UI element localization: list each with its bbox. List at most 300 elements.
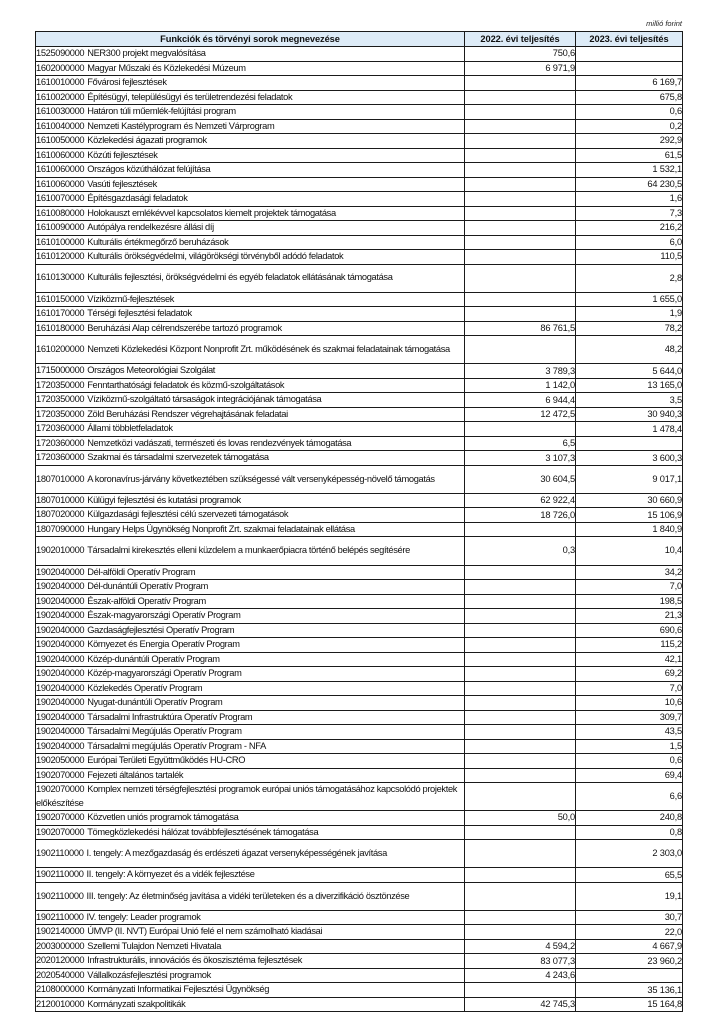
row-code: 2020540000 — [36, 969, 85, 980]
value-2022: 4 594,2 — [465, 939, 576, 954]
row-name: Szakmai és társadalmi szervezetek támogatása — [87, 452, 269, 463]
row-name: Térségi fejlesztési feladatok — [87, 308, 192, 319]
row-name: Közép-dunántúli Operatív Program — [87, 653, 220, 664]
row-code: 1720350000 — [36, 379, 85, 390]
table-row — [36, 47, 683, 62]
row-code: 1902040000 — [36, 668, 85, 678]
row-name: IV. tengely: Leader programok — [86, 911, 201, 922]
row-code: 1902040000 — [36, 624, 85, 635]
value-2023: 1,9 — [576, 307, 683, 322]
table-row — [36, 221, 683, 236]
value-2022 — [465, 623, 576, 638]
row-label — [36, 768, 465, 783]
value-2023: 1,6 — [576, 192, 683, 207]
value-2022 — [465, 105, 576, 120]
row-label — [36, 192, 465, 207]
table-row — [36, 61, 683, 76]
table-row — [36, 493, 683, 508]
table-row — [36, 134, 683, 149]
table-row — [36, 825, 683, 840]
table-row — [36, 939, 683, 954]
table-row — [36, 667, 683, 682]
row-code: 1902040000 — [36, 610, 85, 620]
row-code: 1902010000 — [36, 545, 85, 556]
table-row — [36, 163, 683, 178]
row-code: 1610070000 — [36, 193, 85, 203]
row-name: I. tengely: A mezőgazdaság és erdészeti ágazat versenyképességének javítása — [86, 847, 387, 858]
value-2022 — [465, 983, 576, 998]
value-2022: 3 789,3 — [465, 364, 576, 379]
row-label — [36, 811, 465, 826]
row-code: 1902040000 — [36, 639, 85, 649]
row-name: Dél-dunántúli Operatív Program — [87, 581, 208, 591]
row-name: Kulturális fejlesztési, örökségvédelmi és egyéb feladatok ellátásának támogatása — [87, 272, 393, 283]
value-2022 — [465, 609, 576, 624]
value-2023: 15 106,9 — [576, 508, 683, 523]
table-row — [36, 522, 683, 537]
table-header — [36, 32, 683, 47]
table-row — [36, 954, 683, 969]
row-label — [36, 264, 465, 292]
row-label — [36, 882, 465, 910]
row-name: Beruházási Alap célrendszerébe tartozó programok — [87, 322, 282, 333]
value-2022 — [465, 710, 576, 725]
value-2022: 12 472,5 — [465, 407, 576, 422]
row-label — [36, 422, 465, 437]
value-2023: 7,0 — [576, 681, 683, 696]
row-name: Közlekedés Operatív Program — [87, 682, 203, 693]
table-row — [36, 968, 683, 983]
row-code: 1902040000 — [36, 726, 85, 736]
value-2023: 4 667,9 — [576, 939, 683, 954]
row-code: 1902040000 — [36, 653, 85, 664]
table-row — [36, 840, 683, 868]
value-2022 — [465, 638, 576, 653]
value-2022 — [465, 840, 576, 868]
value-2023: 5 644,0 — [576, 364, 683, 379]
table-row — [36, 465, 683, 493]
row-label — [36, 307, 465, 322]
row-name: Nemzetközi vadászati, természeti és lovas rendezvények támogatása — [87, 437, 352, 448]
row-name: Közvetlen uniós programok támogatása — [87, 812, 239, 823]
row-name: Észak-magyarországi Operatív Program — [87, 610, 241, 620]
table-row — [36, 321, 683, 336]
row-label — [36, 76, 465, 91]
value-2022 — [465, 148, 576, 163]
table-row — [36, 783, 683, 811]
value-2023: 64 230,5 — [576, 177, 683, 192]
row-label — [36, 148, 465, 163]
row-code: 1902110000 — [36, 847, 84, 858]
row-code: 1715000000 — [36, 365, 85, 376]
value-2022: 4 243,6 — [465, 968, 576, 983]
row-name: Építésgazdasági feladatok — [87, 193, 188, 203]
value-2022: 6 971,9 — [465, 61, 576, 76]
table-row — [36, 652, 683, 667]
value-2022 — [465, 696, 576, 711]
value-2022 — [465, 250, 576, 265]
table-row — [36, 696, 683, 711]
row-name: Társadalmi Megújulás Operatív Program — [87, 726, 242, 736]
value-2023: 1 840,9 — [576, 522, 683, 537]
value-2023: 3 600,3 — [576, 451, 683, 466]
row-code: 1902110000 — [36, 911, 84, 922]
row-code: 1902040000 — [36, 581, 85, 591]
row-code: 1720360000 — [36, 437, 85, 448]
table-row — [36, 910, 683, 925]
table-row — [36, 638, 683, 653]
row-name: III. tengely: Az életminőség javítása a vidéki területeken és a diverzifikáció ösztönzése — [86, 890, 410, 901]
row-label — [36, 451, 465, 466]
value-2023: 216,2 — [576, 221, 683, 236]
row-code: 1902040000 — [36, 595, 85, 606]
row-label — [36, 90, 465, 105]
value-2023: 1 532,1 — [576, 163, 683, 178]
row-label — [36, 840, 465, 868]
row-name: Építésügyi, településügyi és területrendezési feladatok — [87, 91, 293, 102]
value-2022: 86 761,5 — [465, 321, 576, 336]
row-name: Dél-alföldi Operatív Program — [87, 566, 196, 577]
value-2023: 22,0 — [576, 925, 683, 940]
row-code: 1610020000 — [36, 91, 85, 102]
row-label — [36, 436, 465, 451]
value-2022 — [465, 221, 576, 236]
table-row — [36, 336, 683, 364]
value-2022 — [465, 163, 576, 178]
row-code: 1610150000 — [36, 293, 85, 304]
value-2023: 309,7 — [576, 710, 683, 725]
table-row — [36, 725, 683, 740]
value-2022 — [465, 882, 576, 910]
row-code: 1902140000 — [36, 926, 85, 937]
row-label — [36, 292, 465, 307]
value-2023: 42,1 — [576, 652, 683, 667]
value-2023: 10,6 — [576, 696, 683, 711]
row-code: 1807010000 — [36, 473, 85, 484]
row-name: Kormányzati Informatikai Fejlesztési Ügynökség — [87, 984, 270, 995]
value-2022 — [465, 307, 576, 322]
row-label — [36, 250, 465, 265]
table-row — [36, 148, 683, 163]
row-label — [36, 407, 465, 422]
row-code: 2020120000 — [36, 955, 85, 966]
value-2022 — [465, 336, 576, 364]
row-label — [36, 983, 465, 998]
row-name: Fejezeti általános tartalék — [87, 769, 184, 780]
row-name: Társadalmi Infrastruktúra Operatív Program — [87, 711, 253, 722]
table-row — [36, 710, 683, 725]
row-code: 1720350000 — [36, 394, 85, 405]
table-row — [36, 537, 683, 565]
row-label — [36, 493, 465, 508]
value-2022 — [465, 783, 576, 811]
table-row — [36, 235, 683, 250]
value-2023: 7,0 — [576, 580, 683, 595]
row-code: 1902070000 — [36, 769, 85, 780]
value-2022: 6 944,4 — [465, 393, 576, 408]
row-name: Közúti fejlesztések — [87, 149, 158, 160]
value-2022 — [465, 667, 576, 682]
table-row — [36, 739, 683, 754]
row-code: 2003000000 — [36, 940, 85, 951]
row-name: Európai Területi Együttműködés HU-CRO — [87, 755, 246, 765]
row-label — [36, 997, 465, 1012]
row-name: Észak-alföldi Operatív Program — [87, 595, 206, 606]
value-2023: 15 164,8 — [576, 997, 683, 1012]
value-2023: 0,6 — [576, 105, 683, 120]
row-name: Fővárosi fejlesztések — [87, 77, 167, 87]
value-2023: 2 303,0 — [576, 840, 683, 868]
value-2022 — [465, 522, 576, 537]
row-code: 1720350000 — [36, 408, 85, 419]
table-row — [36, 565, 683, 580]
unit-label: millió forint — [646, 19, 682, 28]
row-name: Hungary Helps Ügynökség Nonprofit Zrt. szakmai feladatainak ellátása — [87, 523, 355, 534]
row-label — [36, 522, 465, 537]
row-label — [36, 235, 465, 250]
value-2023: 1 478,4 — [576, 422, 683, 437]
row-code: 1902050000 — [36, 755, 85, 765]
table-row — [36, 177, 683, 192]
value-2022: 62 922,4 — [465, 493, 576, 508]
row-name: Magyar Műszaki és Közlekedési Múzeum — [87, 62, 246, 73]
table-row — [36, 364, 683, 379]
value-2022 — [465, 725, 576, 740]
value-2023: 1 655,0 — [576, 292, 683, 307]
row-code: 1610040000 — [36, 120, 85, 131]
table-row — [36, 868, 683, 883]
value-2023: 292,9 — [576, 134, 683, 149]
value-2023: 19,1 — [576, 882, 683, 910]
row-code: 1720360000 — [36, 452, 85, 463]
value-2022 — [465, 565, 576, 580]
row-name: Szellemi Tulajdon Nemzeti Hivatala — [87, 940, 222, 951]
table-row — [36, 105, 683, 120]
table-row — [36, 206, 683, 221]
value-2023: 30 940,3 — [576, 407, 683, 422]
table-row — [36, 250, 683, 265]
row-code: 1602000000 — [36, 62, 85, 73]
row-code: 1610170000 — [36, 308, 85, 319]
row-label — [36, 61, 465, 76]
row-code: 1902110000 — [36, 890, 84, 901]
row-name: Országos közúthálózat felújítása — [87, 164, 211, 174]
row-label — [36, 609, 465, 624]
row-name: Külügyi fejlesztési és kutatási programok — [87, 494, 241, 505]
value-2022: 18 726,0 — [465, 508, 576, 523]
value-2023: 69,4 — [576, 768, 683, 783]
table-row — [36, 623, 683, 638]
row-code: 1610130000 — [36, 272, 85, 283]
row-name: Vasúti fejlesztések — [87, 178, 157, 189]
value-2023: 48,2 — [576, 336, 683, 364]
value-2023: 1,5 — [576, 739, 683, 754]
table-row — [36, 378, 683, 393]
value-2023: 110,5 — [576, 250, 683, 265]
value-2022 — [465, 206, 576, 221]
row-code: 1610120000 — [36, 251, 85, 261]
row-label — [36, 393, 465, 408]
row-label — [36, 868, 465, 883]
row-name: Víziközmű-fejlesztések — [87, 293, 175, 304]
table-row — [36, 422, 683, 437]
row-code: 1610050000 — [36, 135, 85, 145]
row-code: 1610200000 — [36, 343, 85, 354]
row-name: NER300 projekt megvalósítása — [87, 48, 206, 58]
value-2023: 10,4 — [576, 537, 683, 565]
row-label — [36, 119, 465, 134]
row-label — [36, 163, 465, 178]
value-2022: 6,5 — [465, 436, 576, 451]
row-name: Autópálya rendelkezésre állási díj — [87, 222, 214, 232]
row-code: 1610090000 — [36, 222, 85, 232]
value-2022 — [465, 868, 576, 883]
row-code: 1902070000 — [36, 812, 85, 823]
table-row — [36, 90, 683, 105]
value-2022 — [465, 264, 576, 292]
row-label — [36, 206, 465, 221]
row-name: Határon túli műemlék-felújítási program — [87, 106, 236, 116]
row-label — [36, 221, 465, 236]
value-2022: 30 604,5 — [465, 465, 576, 493]
table-row — [36, 681, 683, 696]
table-row — [36, 451, 683, 466]
table-row — [36, 594, 683, 609]
value-2022 — [465, 925, 576, 940]
value-2023: 115,2 — [576, 638, 683, 653]
value-2023: 6 169,7 — [576, 76, 683, 91]
row-name: Zöld Beruházási Rendszer végrehajtásának feladatai — [87, 408, 288, 419]
row-code: 1610030000 — [36, 106, 85, 116]
value-2022 — [465, 177, 576, 192]
row-label — [36, 667, 465, 682]
row-label — [36, 378, 465, 393]
value-2023: 0,2 — [576, 119, 683, 134]
row-name: ÚMVP (II. NVT) Európai Unió felé el nem számolható kiadásai — [87, 926, 323, 937]
budget-table — [35, 31, 683, 1012]
value-2022 — [465, 292, 576, 307]
value-2023: 61,5 — [576, 148, 683, 163]
row-label — [36, 968, 465, 983]
value-2023: 69,2 — [576, 667, 683, 682]
value-2023: 3,5 — [576, 393, 683, 408]
row-code: 1807010000 — [36, 494, 85, 505]
value-2023: 198,5 — [576, 594, 683, 609]
value-2022 — [465, 90, 576, 105]
row-code: 2108000000 — [36, 984, 85, 995]
row-label — [36, 739, 465, 754]
row-code: 1720360000 — [36, 423, 85, 434]
row-label — [36, 134, 465, 149]
row-code: 1610080000 — [36, 207, 85, 218]
row-code: 1610100000 — [36, 236, 85, 247]
value-2023 — [576, 61, 683, 76]
row-label — [36, 652, 465, 667]
row-label — [36, 580, 465, 595]
value-2023: 9 017,1 — [576, 465, 683, 493]
table-row — [36, 754, 683, 769]
value-2022 — [465, 754, 576, 769]
value-2022: 750,6 — [465, 47, 576, 62]
table-row — [36, 997, 683, 1012]
table-row — [36, 192, 683, 207]
row-code: 1807090000 — [36, 523, 85, 534]
value-2022: 83 077,3 — [465, 954, 576, 969]
row-code: 1902070000 — [36, 784, 85, 795]
value-2023: 240,8 — [576, 811, 683, 826]
value-2022 — [465, 192, 576, 207]
table-row — [36, 119, 683, 134]
row-label — [36, 783, 465, 811]
row-name: Víziközmű-szolgáltató társaságok integrációjának támogatása — [87, 394, 322, 405]
value-2023: 675,8 — [576, 90, 683, 105]
row-label — [36, 321, 465, 336]
value-2023: 21,3 — [576, 609, 683, 624]
row-name: Közlekedési ágazati programok — [87, 135, 207, 145]
row-label — [36, 725, 465, 740]
value-2023: 30,7 — [576, 910, 683, 925]
row-label — [36, 681, 465, 696]
row-code: 1610060000 — [36, 164, 85, 174]
row-name: II. tengely: A környezet és a vidék fejlesztése — [86, 869, 255, 880]
value-2023: 30 660,9 — [576, 493, 683, 508]
row-label — [36, 623, 465, 638]
row-label — [36, 177, 465, 192]
row-label — [36, 465, 465, 493]
value-2022 — [465, 825, 576, 840]
value-2023: 43,5 — [576, 725, 683, 740]
value-2022 — [465, 580, 576, 595]
table-row — [36, 882, 683, 910]
row-label — [36, 47, 465, 62]
row-label — [36, 508, 465, 523]
value-2023 — [576, 436, 683, 451]
row-label — [36, 910, 465, 925]
value-2023: 7,3 — [576, 206, 683, 221]
row-code: 2120010000 — [36, 998, 85, 1009]
row-label — [36, 638, 465, 653]
row-label — [36, 336, 465, 364]
table-row — [36, 768, 683, 783]
value-2023: 78,2 — [576, 321, 683, 336]
row-name: Közép-magyarországi Operatív Program — [87, 668, 242, 678]
value-2022 — [465, 681, 576, 696]
row-name: Kormányzati szakpolitikák — [87, 998, 186, 1009]
row-code: 1902040000 — [36, 711, 85, 722]
row-name: Országos Meteorológiai Szolgálat — [87, 365, 216, 376]
row-code: 1902040000 — [36, 697, 85, 707]
header-2022-column: 2022. évi teljesítés — [465, 32, 576, 47]
value-2022 — [465, 76, 576, 91]
row-name: Kulturális értékmegőrző beruházások — [87, 236, 229, 247]
value-2022 — [465, 768, 576, 783]
value-2022 — [465, 652, 576, 667]
row-name: Infrastrukturális, innovációs és ökoszisztéma fejlesztések — [87, 955, 303, 966]
row-label — [36, 696, 465, 711]
row-name: Tömegközlekedési hálózat továbbfejlesztésének támogatása — [87, 826, 319, 837]
header-name-column: Funkciók és törvényi sorok megnevezése — [36, 32, 465, 47]
table-row — [36, 609, 683, 624]
header-2023-column: 2023. évi teljesítés — [576, 32, 683, 47]
row-name: A koronavírus-járvány következtében szükségessé vált versenyképesség-növelő támogatás — [87, 473, 435, 484]
row-name: Holokauszt emlékévvel kapcsolatos kiemelt projektek támogatása — [87, 207, 336, 218]
value-2022 — [465, 422, 576, 437]
value-2023: 23 960,2 — [576, 954, 683, 969]
value-2022: 50,0 — [465, 811, 576, 826]
row-name: Nemzeti Kastélyprogram és Nemzeti Várprogram — [87, 120, 275, 131]
row-code: 1610010000 — [36, 77, 85, 87]
row-code: 1902070000 — [36, 826, 85, 837]
